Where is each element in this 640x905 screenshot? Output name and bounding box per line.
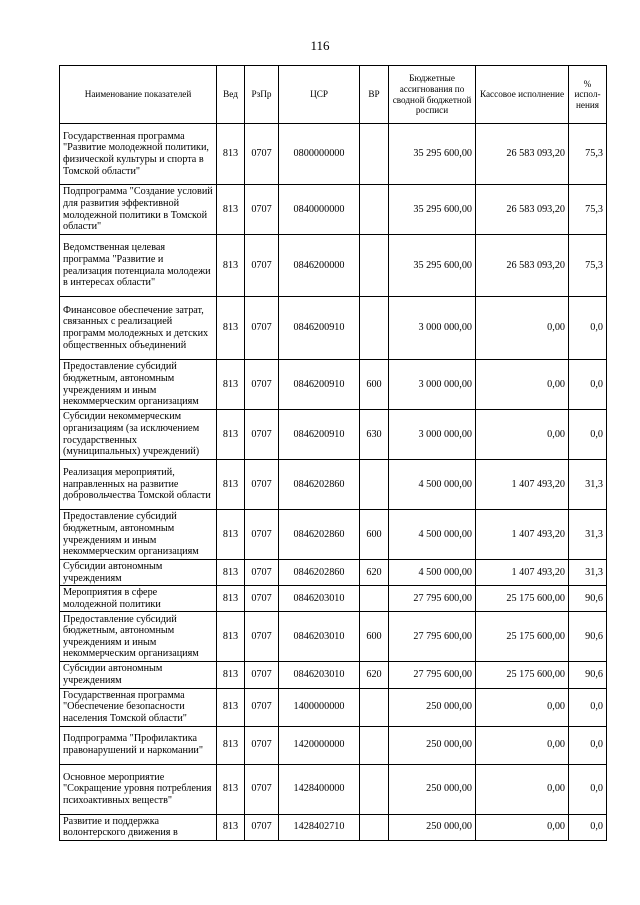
row-rzpr: 0707 — [245, 814, 279, 840]
row-budget: 27 795 600,00 — [389, 586, 476, 612]
header-csr: ЦСР — [279, 66, 360, 124]
row-rzpr: 0707 — [245, 460, 279, 510]
row-ved: 813 — [217, 185, 245, 235]
header-cash: Кассовое исполнение — [476, 66, 569, 124]
row-budget: 250 000,00 — [389, 814, 476, 840]
row-budget: 250 000,00 — [389, 726, 476, 764]
row-pct: 31,3 — [569, 460, 607, 510]
table-row — [60, 612, 607, 662]
row-cash: 26 583 093,20 — [476, 185, 569, 235]
row-cash: 1 407 493,20 — [476, 560, 569, 586]
row-vr — [360, 586, 389, 612]
row-vr — [360, 726, 389, 764]
row-name: Основное мероприятие "Сокращение уровня потребления психоактивных веществ" — [60, 764, 217, 814]
row-ved: 813 — [217, 586, 245, 612]
row-csr: 0840000000 — [279, 185, 360, 235]
row-csr: 0846200910 — [279, 360, 360, 410]
row-rzpr: 0707 — [245, 185, 279, 235]
row-vr: 630 — [360, 410, 389, 460]
header-budget: Бюджетные ассигнования по сводной бюджетной росписи — [389, 66, 476, 124]
row-pct: 0,0 — [569, 360, 607, 410]
row-cash: 0,00 — [476, 764, 569, 814]
row-ved: 813 — [217, 662, 245, 688]
row-pct: 0,0 — [569, 410, 607, 460]
budget-execution-table — [59, 65, 607, 841]
table-row — [60, 297, 607, 360]
header-vr: ВР — [360, 66, 389, 124]
row-cash: 0,00 — [476, 814, 569, 840]
row-name: Государственная программа "Развитие молодежной политики, физической культуры и спорта в Томской области" — [60, 124, 217, 185]
row-cash: 25 175 600,00 — [476, 586, 569, 612]
row-csr: 0846200910 — [279, 410, 360, 460]
row-name: Предоставление субсидий бюджетным, автономным учреждениям и иным некоммерческим организациям — [60, 360, 217, 410]
row-vr: 620 — [360, 662, 389, 688]
row-cash: 1 407 493,20 — [476, 510, 569, 560]
row-budget: 35 295 600,00 — [389, 124, 476, 185]
row-budget: 3 000 000,00 — [389, 410, 476, 460]
row-name: Финансовое обеспечение затрат, связанных с реализацией программ молодежных и детских общественных объединений — [60, 297, 217, 360]
row-name: Предоставление субсидий бюджетным, автономным учреждениям и иным некоммерческим организациям — [60, 612, 217, 662]
row-rzpr: 0707 — [245, 235, 279, 297]
table-row — [60, 662, 607, 688]
row-pct: 90,6 — [569, 662, 607, 688]
row-pct: 75,3 — [569, 124, 607, 185]
row-pct: 0,0 — [569, 726, 607, 764]
row-cash: 0,00 — [476, 360, 569, 410]
row-csr: 1428400000 — [279, 764, 360, 814]
table-header-row — [60, 66, 607, 124]
table-row — [60, 235, 607, 297]
row-name: Субсидии автономным учреждениям — [60, 560, 217, 586]
row-rzpr: 0707 — [245, 510, 279, 560]
row-csr: 0846200000 — [279, 235, 360, 297]
row-rzpr: 0707 — [245, 764, 279, 814]
row-csr: 0846202860 — [279, 510, 360, 560]
row-cash: 1 407 493,20 — [476, 460, 569, 510]
row-vr — [360, 124, 389, 185]
row-rzpr: 0707 — [245, 360, 279, 410]
row-vr — [360, 688, 389, 726]
row-name: Субсидии некоммерческим организациям (за исключением государственных (муниципальных) учреждений) — [60, 410, 217, 460]
table-row — [60, 460, 607, 510]
row-ved: 813 — [217, 814, 245, 840]
row-csr: 1428402710 — [279, 814, 360, 840]
row-cash: 25 175 600,00 — [476, 612, 569, 662]
row-name: Государственная программа "Обеспечение безопасности населения Томской области" — [60, 688, 217, 726]
row-csr: 1400000000 — [279, 688, 360, 726]
table-row — [60, 510, 607, 560]
row-name: Мероприятия в сфере молодежной политики — [60, 586, 217, 612]
row-ved: 813 — [217, 360, 245, 410]
row-csr: 1420000000 — [279, 726, 360, 764]
row-cash: 0,00 — [476, 726, 569, 764]
row-budget: 4 500 000,00 — [389, 560, 476, 586]
row-name: Ведомственная целевая программа "Развитие и реализация потенциала молодежи в интересах области" — [60, 235, 217, 297]
table-row — [60, 124, 607, 185]
row-budget: 35 295 600,00 — [389, 235, 476, 297]
row-rzpr: 0707 — [245, 612, 279, 662]
table-row — [60, 688, 607, 726]
row-cash: 0,00 — [476, 688, 569, 726]
row-budget: 35 295 600,00 — [389, 185, 476, 235]
row-name: Подпрограмма "Профилактика правонарушений и наркомании" — [60, 726, 217, 764]
row-ved: 813 — [217, 460, 245, 510]
row-budget: 3 000 000,00 — [389, 297, 476, 360]
row-pct: 0,0 — [569, 814, 607, 840]
row-vr: 600 — [360, 360, 389, 410]
table-row — [60, 360, 607, 410]
row-vr: 600 — [360, 612, 389, 662]
row-pct: 75,3 — [569, 235, 607, 297]
row-vr — [360, 814, 389, 840]
row-ved: 813 — [217, 235, 245, 297]
header-pct: % испол-нения — [569, 66, 607, 124]
header-name: Наименование показателей — [60, 66, 217, 124]
row-csr: 0846202860 — [279, 560, 360, 586]
row-name: Предоставление субсидий бюджетным, автономным учреждениям и иным некоммерческим организациям — [60, 510, 217, 560]
row-csr: 0846203010 — [279, 612, 360, 662]
table-row — [60, 560, 607, 586]
row-cash: 26 583 093,20 — [476, 124, 569, 185]
row-csr: 0846202860 — [279, 460, 360, 510]
row-name: Подпрограмма "Создание условий для развития эффективной молодежной политики в Томской области" — [60, 185, 217, 235]
row-csr: 0846203010 — [279, 662, 360, 688]
table-row — [60, 726, 607, 764]
row-ved: 813 — [217, 612, 245, 662]
row-csr: 0846200910 — [279, 297, 360, 360]
row-ved: 813 — [217, 560, 245, 586]
row-rzpr: 0707 — [245, 662, 279, 688]
page-number: 116 — [310, 38, 330, 53]
row-rzpr: 0707 — [245, 726, 279, 764]
row-pct: 0,0 — [569, 297, 607, 360]
table-row — [60, 410, 607, 460]
row-pct: 75,3 — [569, 185, 607, 235]
table-row — [60, 185, 607, 235]
row-pct: 31,3 — [569, 560, 607, 586]
table-row — [60, 764, 607, 814]
row-vr: 620 — [360, 560, 389, 586]
row-pct: 0,0 — [569, 764, 607, 814]
row-vr — [360, 764, 389, 814]
row-name: Субсидии автономным учреждениям — [60, 662, 217, 688]
row-budget: 250 000,00 — [389, 688, 476, 726]
row-csr: 0800000000 — [279, 124, 360, 185]
row-vr — [360, 297, 389, 360]
row-budget: 27 795 600,00 — [389, 662, 476, 688]
row-name: Реализация мероприятий, направленных на развитие добровольчества Томской области — [60, 460, 217, 510]
row-name: Развитие и поддержка волонтерского движения в — [60, 814, 217, 840]
row-rzpr: 0707 — [245, 688, 279, 726]
row-budget: 4 500 000,00 — [389, 510, 476, 560]
row-cash: 26 583 093,20 — [476, 235, 569, 297]
row-vr — [360, 460, 389, 510]
header-rzpr: РзПр — [245, 66, 279, 124]
row-budget: 3 000 000,00 — [389, 360, 476, 410]
row-ved: 813 — [217, 510, 245, 560]
row-ved: 813 — [217, 124, 245, 185]
row-pct: 31,3 — [569, 510, 607, 560]
row-vr — [360, 235, 389, 297]
row-csr: 0846203010 — [279, 586, 360, 612]
row-vr: 600 — [360, 510, 389, 560]
row-cash: 0,00 — [476, 410, 569, 460]
row-ved: 813 — [217, 764, 245, 814]
row-rzpr: 0707 — [245, 560, 279, 586]
header-ved: Вед — [217, 66, 245, 124]
row-pct: 90,6 — [569, 612, 607, 662]
row-cash: 25 175 600,00 — [476, 662, 569, 688]
table-row — [60, 814, 607, 840]
row-pct: 0,0 — [569, 688, 607, 726]
row-ved: 813 — [217, 410, 245, 460]
row-rzpr: 0707 — [245, 124, 279, 185]
row-rzpr: 0707 — [245, 410, 279, 460]
row-budget: 250 000,00 — [389, 764, 476, 814]
row-budget: 27 795 600,00 — [389, 612, 476, 662]
row-rzpr: 0707 — [245, 586, 279, 612]
row-ved: 813 — [217, 726, 245, 764]
row-rzpr: 0707 — [245, 297, 279, 360]
row-ved: 813 — [217, 297, 245, 360]
row-budget: 4 500 000,00 — [389, 460, 476, 510]
row-pct: 90,6 — [569, 586, 607, 612]
row-cash: 0,00 — [476, 297, 569, 360]
table-row — [60, 586, 607, 612]
row-vr — [360, 185, 389, 235]
row-ved: 813 — [217, 688, 245, 726]
